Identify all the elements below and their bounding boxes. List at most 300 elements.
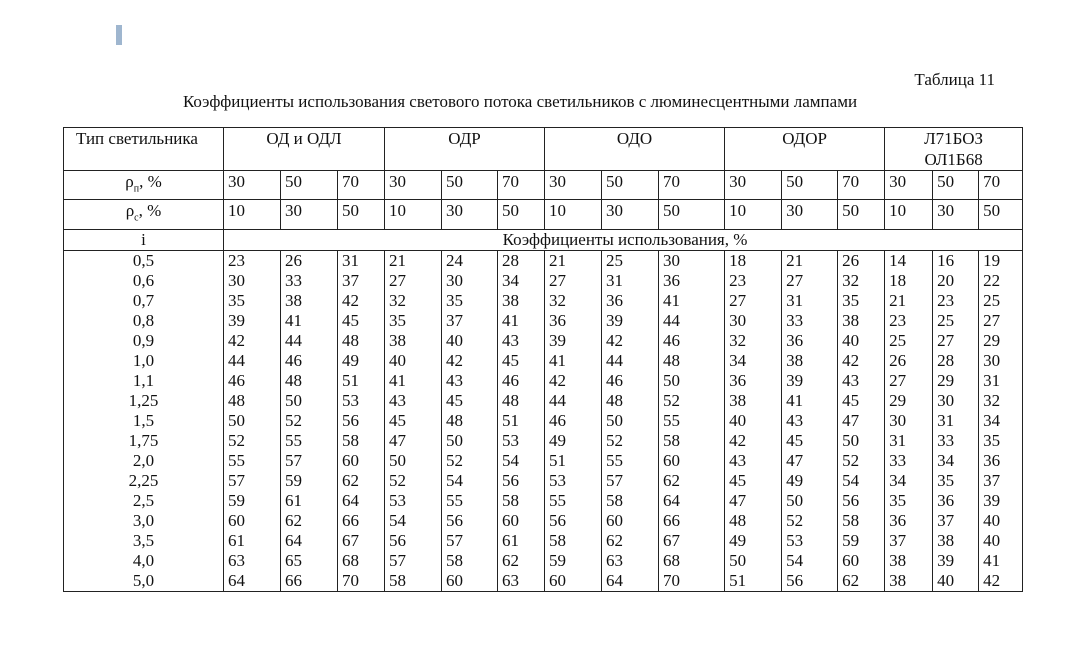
coef-value-cell: 51 [338, 371, 385, 391]
coef-value-cell: 62 [602, 531, 659, 551]
coef-value-cell: 45 [782, 431, 838, 451]
coef-value-cell: 58 [838, 511, 885, 531]
coef-value-cell: 49 [338, 351, 385, 371]
coef-value-cell: 67 [659, 531, 725, 551]
coef-value-cell: 63 [602, 551, 659, 571]
coef-value-cell: 40 [979, 511, 1023, 531]
coef-value-cell: 41 [281, 311, 338, 331]
rho-value-cell: 70 [838, 171, 885, 200]
coef-value-cell: 45 [838, 391, 885, 411]
i-value-cell: 2,5 [64, 491, 224, 511]
coef-value-cell: 70 [338, 571, 385, 592]
coef-value-cell: 35 [838, 291, 885, 311]
coef-value-cell: 31 [979, 371, 1023, 391]
table-row [64, 511, 1023, 531]
coef-value-cell: 37 [338, 271, 385, 291]
coef-value-cell: 27 [979, 311, 1023, 331]
coef-value-cell: 31 [782, 291, 838, 311]
table-row [64, 451, 1023, 471]
coef-value-cell: 57 [602, 471, 659, 491]
coef-value-cell: 25 [602, 250, 659, 271]
coef-value-cell: 44 [224, 351, 281, 371]
coef-value-cell: 31 [885, 431, 933, 451]
coef-value-cell: 68 [659, 551, 725, 571]
coef-value-cell: 34 [885, 471, 933, 491]
coef-value-cell: 46 [224, 371, 281, 391]
coef-value-cell: 67 [338, 531, 385, 551]
coef-value-cell: 54 [498, 451, 545, 471]
coef-value-cell: 50 [602, 411, 659, 431]
coef-value-cell: 40 [838, 331, 885, 351]
coef-value-cell: 62 [281, 511, 338, 531]
coef-value-cell: 33 [782, 311, 838, 331]
coef-value-cell: 29 [885, 391, 933, 411]
coef-value-cell: 52 [224, 431, 281, 451]
coef-value-cell: 37 [885, 531, 933, 551]
rho-value-cell: 30 [933, 200, 979, 229]
coef-value-cell: 32 [725, 331, 782, 351]
coef-value-cell: 68 [338, 551, 385, 571]
coef-value-cell: 62 [338, 471, 385, 491]
table-row [64, 491, 1023, 511]
coef-value-cell: 25 [933, 311, 979, 331]
coef-value-cell: 23 [933, 291, 979, 311]
coef-value-cell: 45 [725, 471, 782, 491]
coef-header-row [64, 229, 1023, 250]
rho-c-row [64, 200, 1023, 229]
coef-value-cell: 43 [725, 451, 782, 471]
coef-value-cell: 51 [545, 451, 602, 471]
coef-value-cell: 46 [659, 331, 725, 351]
coef-value-cell: 56 [498, 471, 545, 491]
coef-value-cell: 60 [442, 571, 498, 592]
coef-value-cell: 38 [885, 571, 933, 592]
coef-value-cell: 56 [385, 531, 442, 551]
rho-value-cell: 30 [885, 171, 933, 200]
coef-value-cell: 52 [659, 391, 725, 411]
coef-value-cell: 27 [933, 331, 979, 351]
coef-value-cell: 55 [545, 491, 602, 511]
coef-value-cell: 54 [782, 551, 838, 571]
coef-value-cell: 60 [498, 511, 545, 531]
coef-value-cell: 48 [224, 391, 281, 411]
coef-value-cell: 48 [498, 391, 545, 411]
i-value-cell: 0,9 [64, 331, 224, 351]
i-value-cell: 1,0 [64, 351, 224, 371]
coef-value-cell: 46 [281, 351, 338, 371]
coef-value-cell: 26 [838, 250, 885, 271]
coef-value-cell: 27 [725, 291, 782, 311]
coef-value-cell: 32 [385, 291, 442, 311]
coef-value-cell: 36 [725, 371, 782, 391]
coef-value-cell: 41 [659, 291, 725, 311]
coef-value-cell: 44 [602, 351, 659, 371]
coef-value-cell: 58 [659, 431, 725, 451]
coef-value-cell: 38 [885, 551, 933, 571]
coef-value-cell: 39 [224, 311, 281, 331]
i-value-cell: 0,6 [64, 271, 224, 291]
coef-value-cell: 43 [782, 411, 838, 431]
coef-value-cell: 53 [782, 531, 838, 551]
rho-p-label: $\rho_п$, % [64, 171, 224, 200]
coef-value-cell: 37 [979, 471, 1023, 491]
coef-value-cell: 63 [498, 571, 545, 592]
coef-value-cell: 18 [725, 250, 782, 271]
rho-value-cell: 50 [933, 171, 979, 200]
coef-value-cell: 40 [725, 411, 782, 431]
rho-value-cell: 70 [498, 171, 545, 200]
coef-value-cell: 30 [885, 411, 933, 431]
coef-value-cell: 23 [885, 311, 933, 331]
coef-value-cell: 60 [838, 551, 885, 571]
coef-value-cell: 52 [442, 451, 498, 471]
table-row [64, 571, 1023, 592]
table-row [64, 391, 1023, 411]
coef-value-cell: 32 [545, 291, 602, 311]
coef-value-cell: 39 [602, 311, 659, 331]
table-row [64, 291, 1023, 311]
coef-value-cell: 37 [933, 511, 979, 531]
coef-value-cell: 42 [545, 371, 602, 391]
coef-value-cell: 42 [838, 351, 885, 371]
coef-value-cell: 42 [602, 331, 659, 351]
coef-value-cell: 36 [933, 491, 979, 511]
coef-value-cell: 47 [385, 431, 442, 451]
coef-value-cell: 34 [725, 351, 782, 371]
coef-value-cell: 57 [385, 551, 442, 571]
coef-value-cell: 50 [659, 371, 725, 391]
rho-value-cell: 10 [545, 200, 602, 229]
coef-value-cell: 40 [385, 351, 442, 371]
coef-value-cell: 42 [442, 351, 498, 371]
coef-value-cell: 60 [602, 511, 659, 531]
rho-value-cell: 30 [725, 171, 782, 200]
coef-value-cell: 20 [933, 271, 979, 291]
coef-value-cell: 49 [725, 531, 782, 551]
coef-value-cell: 36 [659, 271, 725, 291]
coef-value-cell: 45 [338, 311, 385, 331]
table-row [64, 471, 1023, 491]
group-header: ОДОР [725, 128, 885, 171]
coef-value-cell: 36 [545, 311, 602, 331]
coef-value-cell: 26 [885, 351, 933, 371]
coef-value-cell: 22 [979, 271, 1023, 291]
rho-value-cell: 50 [602, 171, 659, 200]
rho-value-cell: 10 [885, 200, 933, 229]
coef-value-cell: 40 [442, 331, 498, 351]
coef-value-cell: 33 [281, 271, 338, 291]
coef-value-cell: 30 [933, 391, 979, 411]
coef-value-cell: 33 [885, 451, 933, 471]
table-row [64, 271, 1023, 291]
coef-value-cell: 59 [224, 491, 281, 511]
coef-value-cell: 42 [725, 431, 782, 451]
coef-value-cell: 60 [224, 511, 281, 531]
coef-value-cell: 45 [498, 351, 545, 371]
coef-value-cell: 36 [979, 451, 1023, 471]
coef-value-cell: 42 [224, 331, 281, 351]
coef-value-cell: 64 [659, 491, 725, 511]
i-value-cell: 0,5 [64, 250, 224, 271]
coef-value-cell: 58 [338, 431, 385, 451]
coef-value-cell: 66 [659, 511, 725, 531]
coef-value-cell: 39 [545, 331, 602, 351]
i-value-cell: 0,7 [64, 291, 224, 311]
coef-value-cell: 59 [281, 471, 338, 491]
coef-value-cell: 45 [385, 411, 442, 431]
group-header: ОД и ОДЛ [224, 128, 385, 171]
coef-value-cell: 40 [933, 571, 979, 592]
coef-value-cell: 32 [838, 271, 885, 291]
coef-value-cell: 23 [224, 250, 281, 271]
table-row [64, 351, 1023, 371]
i-value-cell: 1,25 [64, 391, 224, 411]
coef-value-cell: 34 [933, 451, 979, 471]
coef-value-cell: 24 [442, 250, 498, 271]
coef-value-cell: 59 [545, 551, 602, 571]
coef-value-cell: 43 [838, 371, 885, 391]
coef-value-cell: 50 [385, 451, 442, 471]
coef-value-cell: 48 [602, 391, 659, 411]
coef-value-cell: 60 [338, 451, 385, 471]
coef-value-cell: 36 [885, 511, 933, 531]
coef-value-cell: 49 [782, 471, 838, 491]
coef-value-cell: 58 [385, 571, 442, 592]
coef-value-cell: 50 [725, 551, 782, 571]
coef-value-cell: 54 [838, 471, 885, 491]
rho-value-cell: 30 [442, 200, 498, 229]
coef-value-cell: 21 [782, 250, 838, 271]
table-caption: Коэффициенты использования светового потока светильников с люминесцентными лампами [182, 92, 858, 111]
coef-value-cell: 48 [659, 351, 725, 371]
coef-value-cell: 30 [979, 351, 1023, 371]
coef-value-cell: 27 [385, 271, 442, 291]
coef-value-cell: 39 [979, 491, 1023, 511]
coef-label: Коэффициенты использования, % [224, 229, 1023, 250]
coef-value-cell: 27 [885, 371, 933, 391]
table-number: Таблица 11 [914, 70, 995, 89]
coef-value-cell: 16 [933, 250, 979, 271]
i-label: i [64, 229, 224, 250]
coef-value-cell: 58 [545, 531, 602, 551]
coef-value-cell: 35 [224, 291, 281, 311]
coef-value-cell: 48 [442, 411, 498, 431]
coef-value-cell: 47 [725, 491, 782, 511]
coef-value-cell: 35 [979, 431, 1023, 451]
coef-value-cell: 51 [725, 571, 782, 592]
coef-value-cell: 36 [782, 331, 838, 351]
table-row [64, 331, 1023, 351]
coef-value-cell: 38 [782, 351, 838, 371]
coef-value-cell: 43 [498, 331, 545, 351]
coef-value-cell: 37 [442, 311, 498, 331]
coef-value-cell: 50 [224, 411, 281, 431]
coef-value-cell: 66 [281, 571, 338, 592]
coef-value-cell: 38 [838, 311, 885, 331]
coef-value-cell: 41 [545, 351, 602, 371]
coef-value-cell: 21 [885, 291, 933, 311]
text-cursor-marker [116, 25, 122, 45]
coef-value-cell: 34 [979, 411, 1023, 431]
coef-value-cell: 48 [338, 331, 385, 351]
coef-value-cell: 56 [545, 511, 602, 531]
coef-value-cell: 53 [545, 471, 602, 491]
coef-value-cell: 41 [385, 371, 442, 391]
coef-value-cell: 40 [979, 531, 1023, 551]
coef-value-cell: 26 [281, 250, 338, 271]
rho-value-cell: 50 [659, 200, 725, 229]
coef-value-cell: 47 [838, 411, 885, 431]
i-value-cell: 4,0 [64, 551, 224, 571]
coef-value-cell: 31 [602, 271, 659, 291]
coef-value-cell: 42 [979, 571, 1023, 592]
coef-value-cell: 54 [442, 471, 498, 491]
coef-value-cell: 25 [885, 331, 933, 351]
coef-value-cell: 63 [224, 551, 281, 571]
coef-value-cell: 31 [338, 250, 385, 271]
coef-value-cell: 55 [442, 491, 498, 511]
coef-value-cell: 41 [782, 391, 838, 411]
rho-value-cell: 50 [281, 171, 338, 200]
coef-value-cell: 19 [979, 250, 1023, 271]
i-value-cell: 1,1 [64, 371, 224, 391]
coef-value-cell: 64 [602, 571, 659, 592]
rho-value-cell: 30 [782, 200, 838, 229]
coef-value-cell: 62 [838, 571, 885, 592]
coef-value-cell: 35 [442, 291, 498, 311]
coef-value-cell: 48 [281, 371, 338, 391]
coef-value-cell: 21 [545, 250, 602, 271]
coef-value-cell: 53 [498, 431, 545, 451]
coef-value-cell: 60 [659, 451, 725, 471]
coef-value-cell: 41 [498, 311, 545, 331]
table-row [64, 411, 1023, 431]
coef-value-cell: 58 [602, 491, 659, 511]
header-row [64, 128, 1023, 171]
i-value-cell: 1,5 [64, 411, 224, 431]
coef-value-cell: 32 [979, 391, 1023, 411]
coef-value-cell: 23 [725, 271, 782, 291]
i-value-cell: 3,5 [64, 531, 224, 551]
rho-value-cell: 50 [979, 200, 1023, 229]
coef-value-cell: 59 [838, 531, 885, 551]
coef-value-cell: 46 [498, 371, 545, 391]
coef-value-cell: 52 [838, 451, 885, 471]
coef-value-cell: 35 [385, 311, 442, 331]
coef-value-cell: 55 [224, 451, 281, 471]
coef-value-cell: 64 [224, 571, 281, 592]
rho-value-cell: 30 [602, 200, 659, 229]
coef-value-cell: 38 [498, 291, 545, 311]
coef-value-cell: 31 [933, 411, 979, 431]
rho-value-cell: 50 [782, 171, 838, 200]
table-row [64, 551, 1023, 571]
i-value-cell: 1,75 [64, 431, 224, 451]
i-value-cell: 5,0 [64, 571, 224, 592]
coef-value-cell: 38 [725, 391, 782, 411]
coef-value-cell: 66 [338, 511, 385, 531]
coef-value-cell: 39 [782, 371, 838, 391]
coef-value-cell: 42 [338, 291, 385, 311]
coef-value-cell: 61 [281, 491, 338, 511]
coef-value-cell: 62 [498, 551, 545, 571]
coef-value-cell: 57 [281, 451, 338, 471]
coef-value-cell: 47 [782, 451, 838, 471]
coef-value-cell: 64 [338, 491, 385, 511]
coef-value-cell: 21 [385, 250, 442, 271]
coef-value-cell: 27 [545, 271, 602, 291]
coef-value-cell: 56 [782, 571, 838, 592]
coef-value-cell: 51 [498, 411, 545, 431]
coef-value-cell: 55 [602, 451, 659, 471]
coef-value-cell: 29 [979, 331, 1023, 351]
coef-value-cell: 58 [442, 551, 498, 571]
coef-value-cell: 46 [602, 371, 659, 391]
coef-value-cell: 56 [838, 491, 885, 511]
coef-value-cell: 38 [281, 291, 338, 311]
rho-value-cell: 10 [725, 200, 782, 229]
type-label: Тип светильника [64, 128, 224, 171]
rho-p-row [64, 171, 1023, 200]
coef-value-cell: 44 [545, 391, 602, 411]
coef-value-cell: 55 [281, 431, 338, 451]
coef-value-cell: 30 [224, 271, 281, 291]
coef-value-cell: 14 [885, 250, 933, 271]
coef-value-cell: 55 [659, 411, 725, 431]
coef-value-cell: 28 [933, 351, 979, 371]
coef-value-cell: 39 [933, 551, 979, 571]
rho-value-cell: 30 [281, 200, 338, 229]
coef-value-cell: 18 [885, 271, 933, 291]
coef-value-cell: 36 [602, 291, 659, 311]
coef-value-cell: 35 [933, 471, 979, 491]
rho-value-cell: 30 [545, 171, 602, 200]
coefficient-table [63, 127, 1023, 592]
coef-value-cell: 50 [281, 391, 338, 411]
coef-value-cell: 30 [442, 271, 498, 291]
coef-value-cell: 50 [442, 431, 498, 451]
rho-value-cell: 50 [498, 200, 545, 229]
coef-value-cell: 50 [782, 491, 838, 511]
coef-value-cell: 46 [545, 411, 602, 431]
i-value-cell: 2,25 [64, 471, 224, 491]
rho-value-cell: 10 [224, 200, 281, 229]
coef-value-cell: 53 [338, 391, 385, 411]
coef-value-cell: 34 [498, 271, 545, 291]
coef-value-cell: 52 [602, 431, 659, 451]
coef-value-cell: 30 [659, 250, 725, 271]
coef-value-cell: 56 [338, 411, 385, 431]
table-row [64, 371, 1023, 391]
rho-value-cell: 50 [338, 200, 385, 229]
coef-value-cell: 61 [498, 531, 545, 551]
coef-value-cell: 44 [659, 311, 725, 331]
coef-value-cell: 44 [281, 331, 338, 351]
coef-value-cell: 41 [979, 551, 1023, 571]
coef-value-cell: 70 [659, 571, 725, 592]
i-value-cell: 2,0 [64, 451, 224, 471]
group-header: Л71БОЗ ОЛ1Б68 [885, 128, 1023, 171]
coef-value-cell: 54 [385, 511, 442, 531]
i-value-cell: 3,0 [64, 511, 224, 531]
coef-value-cell: 57 [224, 471, 281, 491]
rho-c-label: $\rho_c$, % [64, 200, 224, 229]
coef-value-cell: 30 [725, 311, 782, 331]
coef-value-cell: 65 [281, 551, 338, 571]
coef-value-cell: 43 [442, 371, 498, 391]
coef-value-cell: 38 [385, 331, 442, 351]
table-row [64, 531, 1023, 551]
